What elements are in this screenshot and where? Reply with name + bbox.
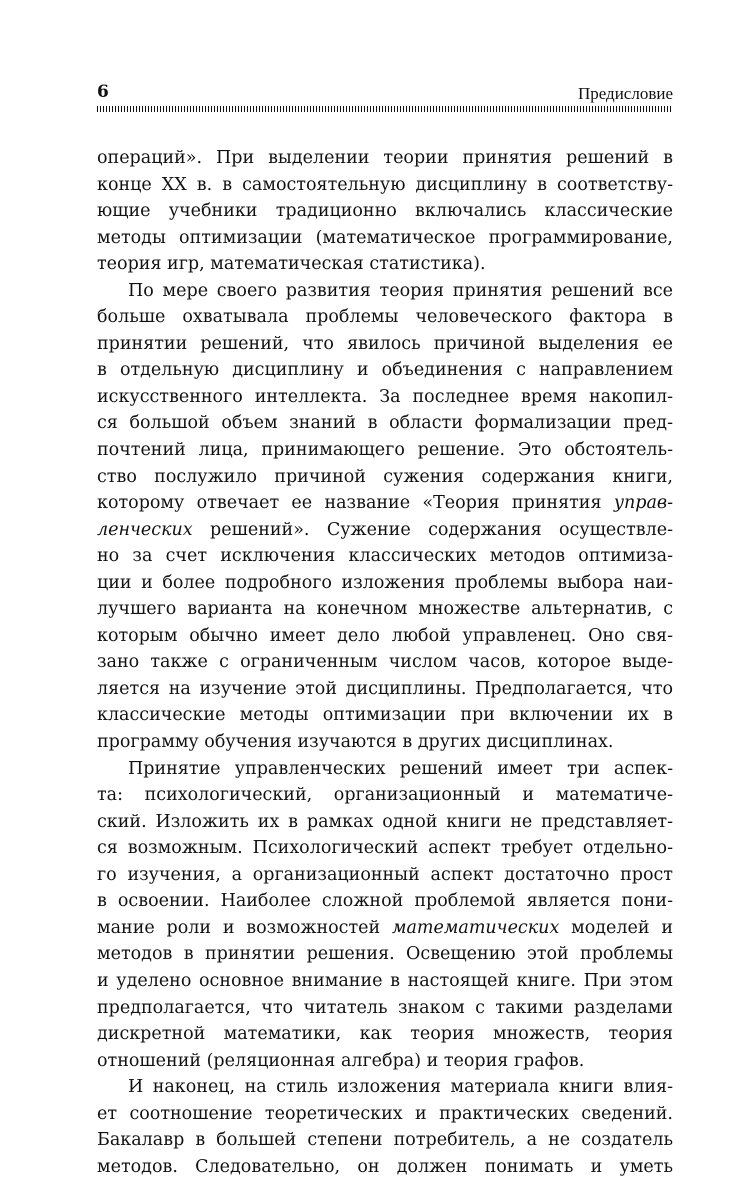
- text-line: [97, 888, 673, 915]
- text-line: [97, 862, 673, 889]
- text-line: [97, 543, 673, 570]
- italic-text: математических: [391, 917, 560, 938]
- text-line: [97, 1048, 673, 1075]
- text-segment: ляется на изучение этой дисциплины. Предполагается, что: [97, 678, 673, 699]
- text-line: [97, 649, 673, 676]
- text-segment: классические методы оптимизации при включении их в: [97, 705, 673, 726]
- text-line: [97, 1154, 673, 1181]
- text-segment: но за счет исключения классических методов оптимиза-: [97, 546, 673, 567]
- text-segment: го изучения, а организационный аспект достаточно прост: [97, 864, 673, 885]
- text-segment: которым обычно имеет дело любой управленец. Оно свя-: [97, 625, 673, 646]
- page-number: 6: [97, 82, 109, 102]
- text-segment: программу обучения изучаются в других дисциплинах.: [97, 732, 614, 753]
- text-line: [97, 357, 673, 384]
- text-line: [97, 702, 673, 729]
- text-segment: ющие учебники традиционно включались классические: [97, 201, 673, 222]
- text-line: [97, 251, 673, 278]
- text-line: [97, 278, 673, 305]
- text-line: [97, 304, 673, 331]
- text-segment: и уделено основное внимание в настоящей книге. При этом: [97, 970, 673, 991]
- text-line: [97, 941, 673, 968]
- text-segment: мание роли и возможностей: [97, 917, 392, 938]
- text-line: [97, 782, 673, 809]
- text-line: [97, 384, 673, 411]
- text-line: [97, 809, 673, 836]
- text-line: [97, 915, 673, 942]
- text-line: [97, 729, 673, 756]
- text-line: [97, 464, 673, 491]
- text-segment: Принятие управленческих решений имеет три аспек-: [128, 758, 673, 779]
- text-line: [97, 172, 673, 199]
- text-line: [97, 835, 673, 862]
- text-line: [97, 1074, 673, 1101]
- italic-text: ленческих: [97, 519, 193, 540]
- text-line: [97, 995, 673, 1022]
- text-segment: больше охватывала проблемы человеческого фактора в: [97, 307, 673, 328]
- text-segment: Бакалавр в большей степени потребитель, а не создатель: [97, 1130, 673, 1151]
- text-segment: которому отвечает ее название «Теория принятия: [97, 493, 614, 514]
- italic-text: управ-: [613, 493, 673, 514]
- text-line: [97, 517, 673, 544]
- text-line: [97, 198, 673, 225]
- text-line: [97, 490, 673, 517]
- text-segment: отношений (реляционная алгебра) и теория графов.: [97, 1050, 585, 1071]
- text-segment: ский. Изложить их в рамках одной книги не представляет-: [97, 811, 673, 832]
- text-segment: конце XX в. в самостоятельную дисциплину в соответству-: [97, 174, 673, 195]
- text-segment: ся возможным. Психологический аспект требует отдельно-: [97, 838, 673, 859]
- text-segment: ции и более подробного изложения проблемы выбора наи-: [97, 572, 673, 593]
- text-segment: предполагается, что читатель знаком с такими разделами: [97, 997, 673, 1018]
- text-line: [97, 145, 673, 172]
- text-line: [97, 1127, 673, 1154]
- text-line: [97, 623, 673, 650]
- text-segment: И наконец, на стиль изложения материала книги влия-: [128, 1077, 673, 1098]
- text-segment: принятии решений, что явилось причиной выделения ее: [97, 333, 673, 354]
- page-header: [97, 80, 673, 106]
- text-segment: почтений лица, принимающего решение. Это обстоятель-: [97, 440, 673, 461]
- text-segment: искусственного интеллекта. За последнее время накопил-: [97, 386, 673, 407]
- text-segment: методы оптимизации (математическое программирование,: [97, 227, 673, 248]
- text-line: [97, 437, 673, 464]
- text-segment: ство послужило причиной сужения содержания книги,: [97, 466, 673, 487]
- text-line: [97, 596, 673, 623]
- text-segment: ет соотношение теоретических и практических сведений.: [97, 1103, 673, 1124]
- text-segment: методов в принятии решения. Освещению этой проблемы: [97, 944, 673, 965]
- text-segment: решений». Сужение содержания осуществле-: [192, 519, 673, 540]
- text-line: [97, 570, 673, 597]
- text-line: [97, 410, 673, 437]
- running-head: Предисловие: [577, 84, 673, 103]
- text-line: [97, 331, 673, 358]
- text-segment: операций». При выделении теории принятия решений в: [97, 148, 673, 168]
- text-line: [97, 1021, 673, 1048]
- header-rule: [97, 106, 673, 112]
- text-line: [97, 968, 673, 995]
- body-text: [97, 145, 673, 1180]
- text-segment: теория игр, математическая статистика).: [97, 254, 486, 275]
- text-line: [97, 756, 673, 783]
- text-segment: та: психологический, организационный и математиче-: [97, 785, 673, 806]
- text-segment: в отдельную дисциплину и объединения с направлением: [97, 360, 673, 381]
- text-segment: зано также с ограниченным числом часов, которое выде-: [97, 652, 673, 673]
- text-line: [97, 225, 673, 252]
- text-line: [97, 1101, 673, 1128]
- text-segment: ся большой объем знаний в области формализации пред-: [97, 413, 673, 434]
- text-line: [97, 676, 673, 703]
- text-segment: дискретной математики, как теория множеств, теория: [97, 1024, 673, 1045]
- text-segment: По мере своего развития теория принятия решений все: [128, 280, 673, 301]
- text-segment: лучшего варианта на конечном множестве альтернатив, с: [97, 599, 673, 620]
- text-segment: в освоении. Наиболее сложной проблемой является пони-: [97, 891, 673, 912]
- text-segment: моделей и: [559, 917, 673, 938]
- text-segment: методов. Следовательно, он должен понимать и уметь: [97, 1156, 673, 1177]
